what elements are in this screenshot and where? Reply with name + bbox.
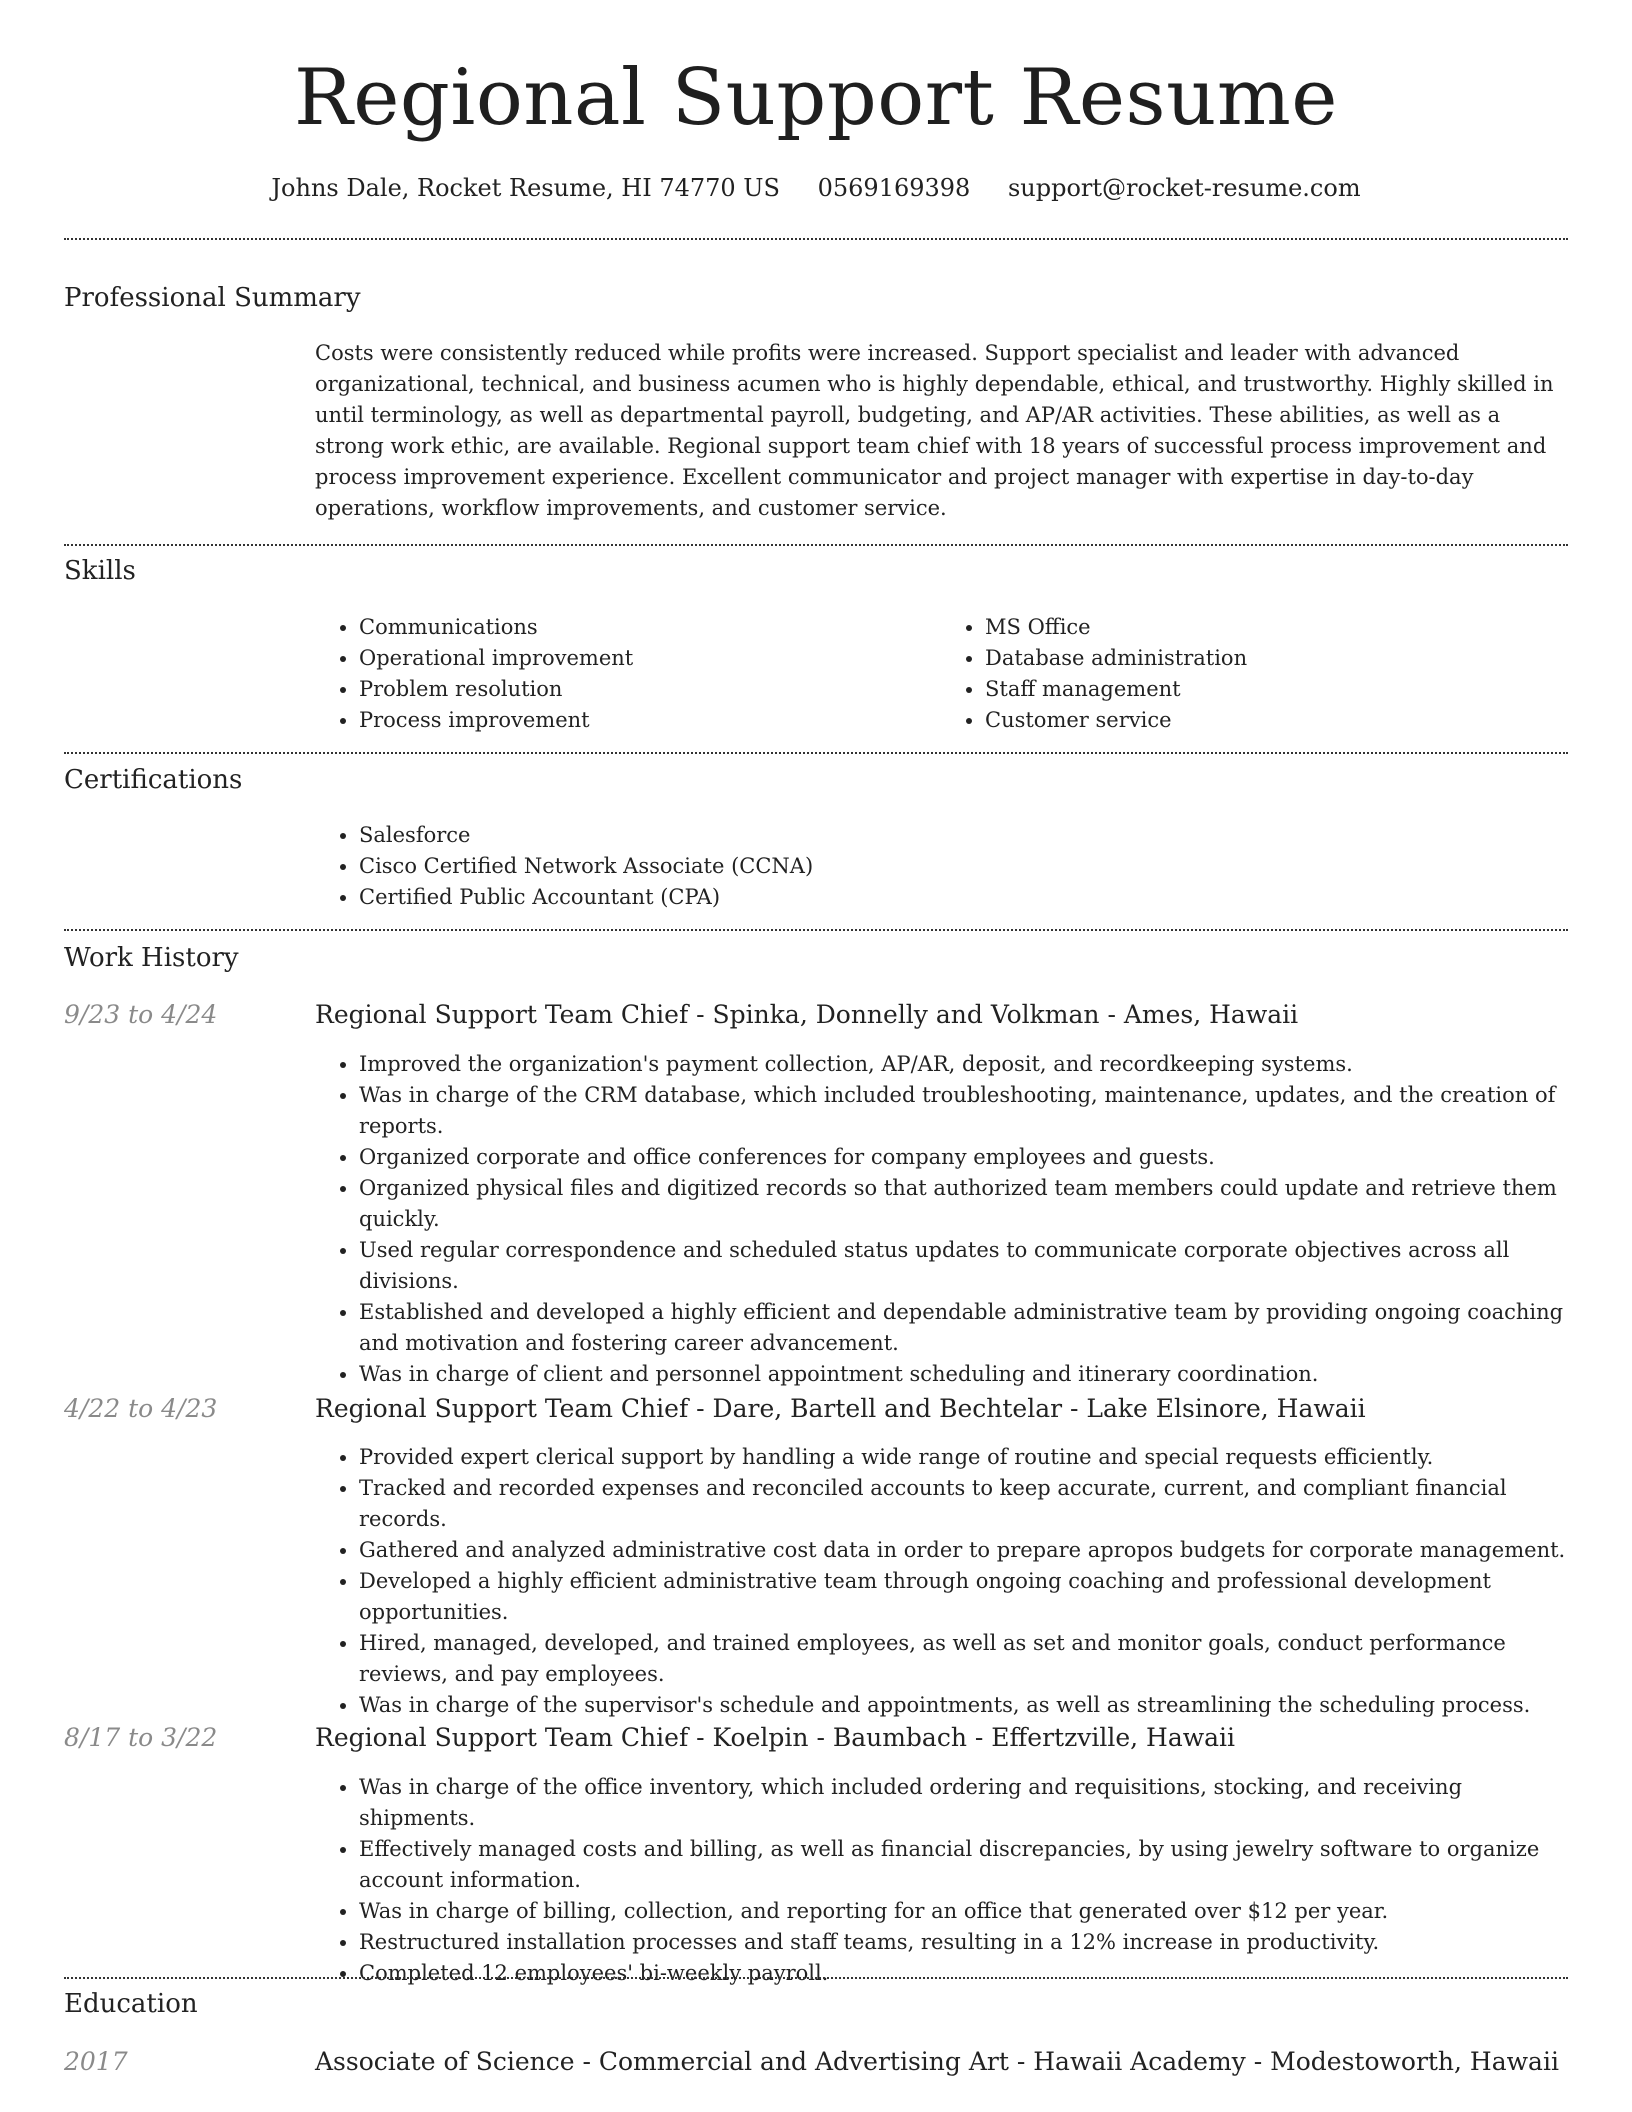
summary-text: Costs were consistently reduced while profits were increased. Support specialist and leader with advanced organizational, technical, and business acumen who is highly dependable, ethical, and trustworthy. Highly skilled in until terminology, as well as departmental payroll, budgeting, and AP/AR activities. These abilities, as well as a strong work ethic, are available. Regional support team chief with 18 years of successful process improvement and process improvement experience. Excellent communicator and project manager with expertise in day-to-day operations, workflow improvements, and customer service. [315,341,1554,520]
contact-address: Johns Dale, Rocket Resume, HI 74770 US [271,174,780,202]
job-dates: 4/22 to 4/23 [64,1394,218,1423]
skills-list [315,612,1567,736]
job-bullet: • Was in charge of billing, collection, and reporting for an office that generated over $12 per year. [359,1896,1567,1927]
section-divider [64,544,1568,546]
section-divider [64,1977,1568,1979]
skill-item: • Problem resolution [359,674,941,705]
job-title: Regional Support Team Chief - Spinka, Donnelly and Volkman - Ames, Hawaii [315,1000,1299,1029]
job-bullet: • Provided expert clerical support by handling a wide range of routine and special requests efficiently. [359,1442,1567,1473]
job-bullet: • Effectively managed costs and billing, as well as financial discrepancies, by using jewelry software to organize account information. [359,1834,1567,1896]
job-bullets [315,1772,1567,1989]
job-bullet: • Was in charge of the office inventory, which included ordering and requisitions, stocking, and receiving shipments. [359,1772,1567,1834]
work-history-heading: Work History [64,943,239,973]
certification-item: • Certified Public Accountant (CPA) [359,882,1567,913]
skill-item: • Operational improvement [359,643,941,674]
skill-item: • Database administration [985,643,1567,674]
job-bullet: • Completed 12 employees' bi-weekly payroll. [359,1958,1567,1989]
job-bullet: • Organized physical files and digitized records so that authorized team members could update and retrieve them quickly. [359,1173,1567,1235]
job-bullet: • Hired, managed, developed, and trained employees, as well as set and monitor goals, conduct performance reviews, and pay employees. [359,1628,1567,1690]
section-divider [64,752,1568,754]
job-bullet: • Used regular correspondence and scheduled status updates to communicate corporate objectives across all divisions. [359,1235,1567,1297]
skill-item: • Communications [359,612,941,643]
skills-heading: Skills [64,556,136,586]
page-title: Regional Support Resume [294,53,1338,143]
education-heading: Education [64,1989,198,2019]
job-bullet: • Was in charge of client and personnel appointment scheduling and itinerary coordination. [359,1359,1567,1390]
job-bullets [315,1049,1567,1390]
job-bullet: • Developed a highly efficient administrative team through ongoing coaching and professional development opportunities. [359,1566,1567,1628]
job-title: Regional Support Team Chief - Koelpin - Baumbach - Effertzville, Hawaii [315,1723,1236,1752]
certification-item: • Salesforce [359,820,1567,851]
job-bullet: • Established and developed a highly efficient and dependable administrative team by providing ongoing coaching and motivation and fostering career advancement. [359,1297,1567,1359]
section-divider [64,929,1568,931]
education-entry: Associate of Science - Commercial and Advertising Art - Hawaii Academy - Modestoworth, Hawaii [315,2047,1559,2076]
contact-email[interactable]: support@rocket-resume.com [1007,174,1361,202]
job-dates: 9/23 to 4/24 [64,1000,218,1029]
skill-item: • Customer service [985,705,1567,736]
certifications-heading: Certifications [64,765,243,795]
section-divider [64,238,1568,240]
job-bullet: • Tracked and recorded expenses and reconciled accounts to keep accurate, current, and compliant financial records. [359,1473,1567,1535]
skill-item: • Staff management [985,674,1567,705]
job-bullet: • Restructured installation processes and staff teams, resulting in a 12% increase in productivity. [359,1927,1567,1958]
job-bullet: • Was in charge of the supervisor's schedule and appointments, as well as streamlining the scheduling process. [359,1690,1567,1721]
job-dates: 8/17 to 3/22 [64,1723,218,1752]
job-bullet: • Was in charge of the CRM database, which included troubleshooting, maintenance, updates, and the creation of reports. [359,1080,1567,1142]
skills-column-left [315,612,941,736]
summary-heading: Professional Summary [64,283,361,313]
job-bullet: • Improved the organization's payment collection, AP/AR, deposit, and recordkeeping systems. [359,1049,1567,1080]
summary-body [315,338,1567,524]
contact-phone[interactable]: 0569169398 [817,174,971,202]
certifications-list [315,820,1567,913]
skills-column-right [941,612,1567,736]
job-bullet: • Gathered and analyzed administrative cost data in order to prepare apropos budgets for corporate management. [359,1535,1567,1566]
job-bullet: • Organized corporate and office conferences for company employees and guests. [359,1142,1567,1173]
contact-line [0,170,1632,206]
education-year: 2017 [64,2047,128,2076]
certification-item: • Cisco Certified Network Associate (CCNA) [359,851,1567,882]
job-title: Regional Support Team Chief - Dare, Bartell and Bechtelar - Lake Elsinore, Hawaii [315,1394,1366,1423]
skill-item: • Process improvement [359,705,941,736]
job-bullets [315,1442,1567,1721]
skill-item: • MS Office [985,612,1567,643]
